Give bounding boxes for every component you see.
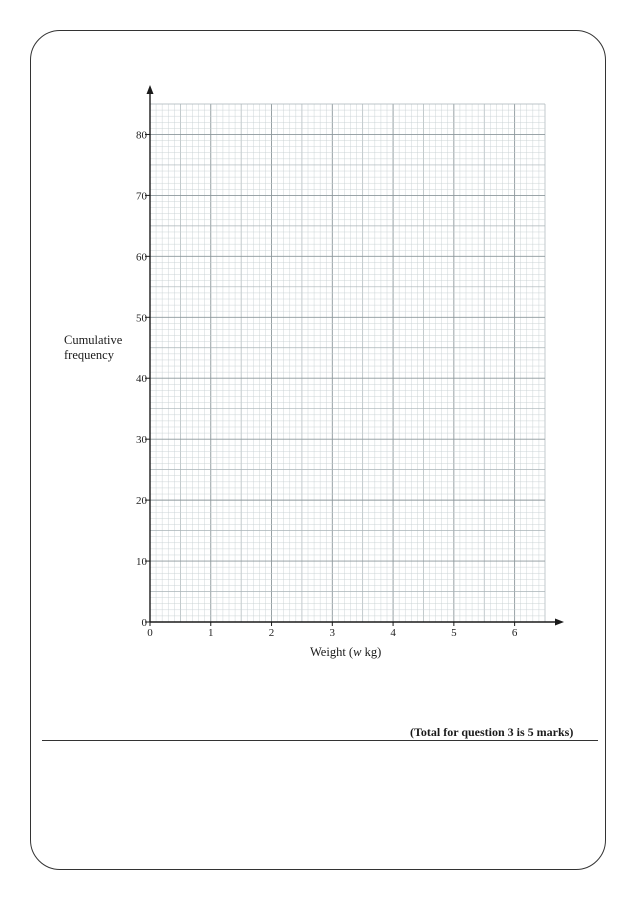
x-tick-label: 0	[147, 627, 153, 639]
x-tick-label: 4	[390, 627, 396, 639]
y-tick-label: 70	[136, 190, 147, 203]
y-tick-label: 20	[136, 495, 147, 508]
x-axis-label-prefix: Weight (	[310, 645, 354, 659]
y-tick-label: 10	[136, 556, 147, 569]
y-axis-arrow	[147, 85, 154, 94]
x-tick-label: 3	[329, 627, 336, 639]
y-tick-label: 80	[136, 129, 147, 142]
y-ticks	[136, 129, 150, 629]
y-tick-label: 60	[136, 251, 147, 264]
y-tick-label: 30	[136, 434, 147, 447]
x-axis-arrow	[555, 619, 564, 626]
x-axis-label-suffix: kg)	[361, 645, 382, 659]
footer-rule	[42, 740, 598, 741]
y-axis-label	[64, 333, 144, 363]
axes	[147, 85, 565, 626]
x-tick-label: 5	[451, 627, 457, 639]
grid	[150, 104, 545, 622]
x-axis-label-variable: w	[353, 645, 362, 659]
x-tick-label: 6	[511, 627, 518, 639]
y-tick-label: 50	[136, 312, 147, 325]
x-tick-label: 2	[268, 627, 275, 639]
y-tick-label: 0	[141, 617, 147, 629]
x-axis-label	[310, 645, 381, 660]
y-axis-label-text: Cumulative frequency	[64, 333, 123, 362]
question-total-marks: (Total for question 3 is 5 marks)	[410, 725, 574, 739]
x-ticks	[147, 622, 518, 639]
x-tick-label: 1	[208, 627, 214, 639]
y-tick-label: 40	[136, 373, 147, 386]
